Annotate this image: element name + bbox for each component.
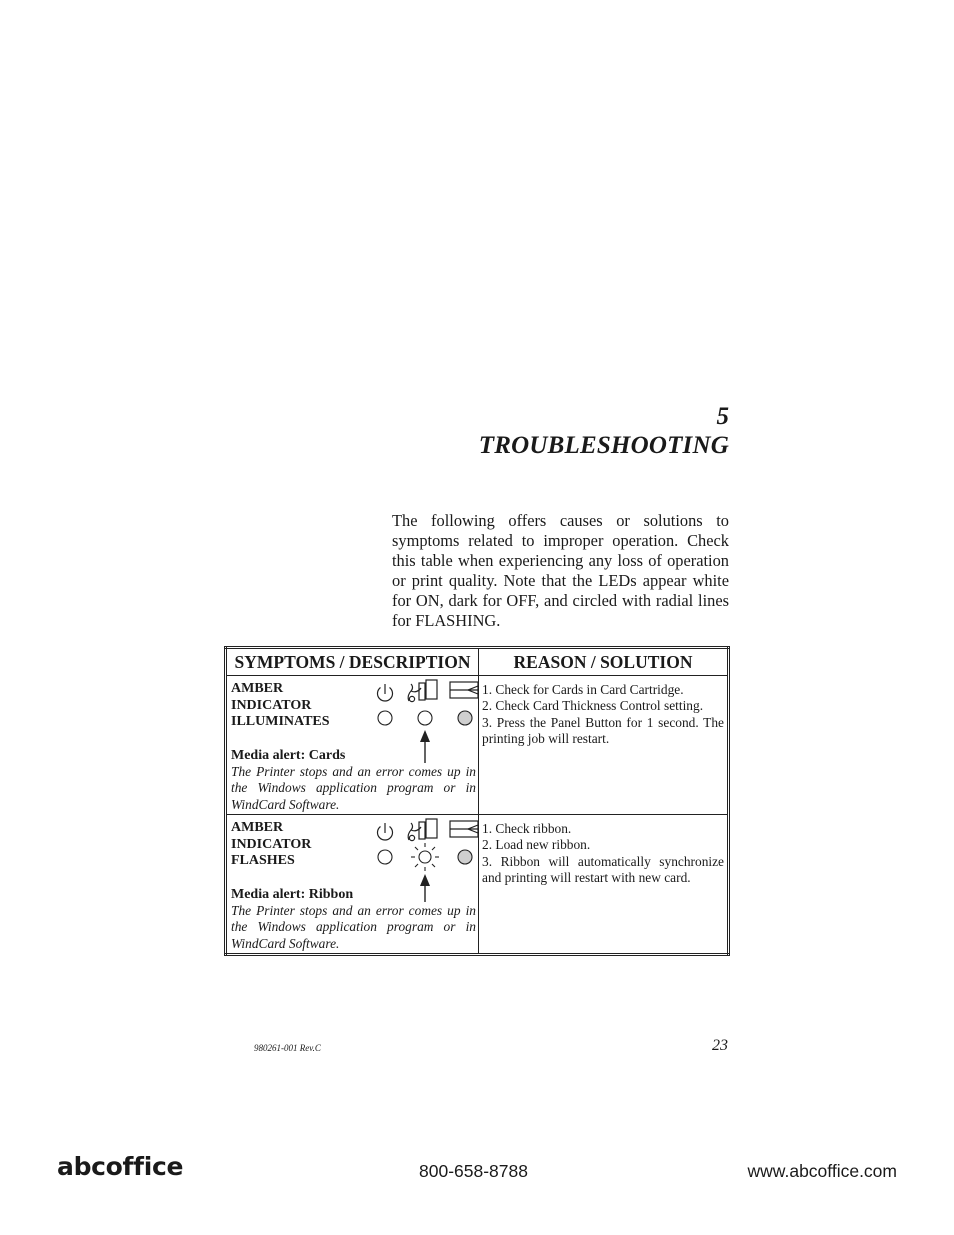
card-slot-icon (450, 682, 478, 698)
card-slot-icon (450, 821, 478, 837)
header-reason: REASON / SOLUTION (479, 648, 729, 676)
symptom-title (231, 681, 330, 731)
table-row (226, 815, 729, 955)
solution-item: 1. Check ribbon. (482, 821, 572, 836)
symptom-title-line: AMBER (231, 820, 284, 835)
solution-item: 2. Check Card Thickness Control setting. (482, 698, 704, 714)
power-icon (378, 823, 393, 840)
led-panel (371, 679, 479, 763)
ribbon-card-icon (408, 819, 437, 841)
troubleshooting-table (224, 646, 730, 956)
solution-cell (479, 676, 729, 815)
indicator-arrow-icon (420, 874, 430, 902)
solution-item: 3. Ribbon will automatically synchronize and printing will restart with new card. (482, 853, 724, 886)
symptom-title-line: ILLUMINATES (231, 714, 330, 730)
led-ribbon (418, 711, 432, 725)
website-link[interactable]: www.abcoffice.com (747, 1161, 897, 1181)
led-panel (371, 818, 479, 902)
indicator-arrow-icon (420, 730, 430, 763)
symptom-description: The Printer stops and an error comes up in the Windows application program or in WindCard Software. (231, 903, 476, 951)
solution-item: 1. Check for Cards in Card Cartridge. (482, 682, 684, 697)
brand-logo: abcoffice (57, 1152, 184, 1181)
header-symptoms: SYMPTOMS / DESCRIPTION (226, 648, 479, 676)
symptom-title-line: INDICATOR (231, 836, 312, 852)
intro-paragraph: The following offers causes or solutions to symptoms related to improper operation. Check this table when experiencing any loss of operation or print quality. Note that the LEDs appear white for ON, dark for OFF, and circled with radial lines for FLASHING. (392, 511, 729, 630)
symptom-cell (226, 676, 479, 815)
chapter-title: TROUBLESHOOTING (478, 432, 729, 459)
symptom-title-line: FLASHES (231, 853, 295, 869)
power-icon (378, 684, 393, 701)
chapter-number: 5 (716, 403, 729, 430)
led-card (458, 850, 472, 864)
symptom-alert: Media alert: Ribbon (231, 887, 354, 902)
document-number: 980261-001 Rev.C (254, 1043, 321, 1053)
led-power (378, 711, 392, 725)
symptom-cell (226, 815, 479, 955)
symptom-title-line: AMBER (231, 681, 284, 696)
solution-list (482, 821, 724, 887)
led-power (378, 850, 392, 864)
solution-cell (479, 815, 729, 955)
symptom-description: The Printer stops and an error comes up in the Windows application program or in WindCard Software. (231, 764, 476, 812)
solution-item: 3. Press the Panel Button for 1 second. The printing job will restart. (482, 714, 724, 747)
ribbon-card-icon (408, 680, 437, 702)
solution-list (482, 682, 724, 748)
solution-item: 2. Load new ribbon. (482, 837, 591, 853)
page-number: 23 (712, 1037, 728, 1054)
table-header-row (226, 648, 729, 676)
chapter-heading (479, 402, 729, 460)
phone-number: 800-658-8788 (419, 1161, 528, 1181)
led-ribbon-flashing (411, 843, 439, 871)
led-card (458, 711, 472, 725)
table-row (226, 676, 729, 815)
symptom-title (231, 820, 311, 870)
symptom-title-line: INDICATOR (231, 697, 312, 713)
symptom-alert: Media alert: Cards (231, 748, 346, 763)
